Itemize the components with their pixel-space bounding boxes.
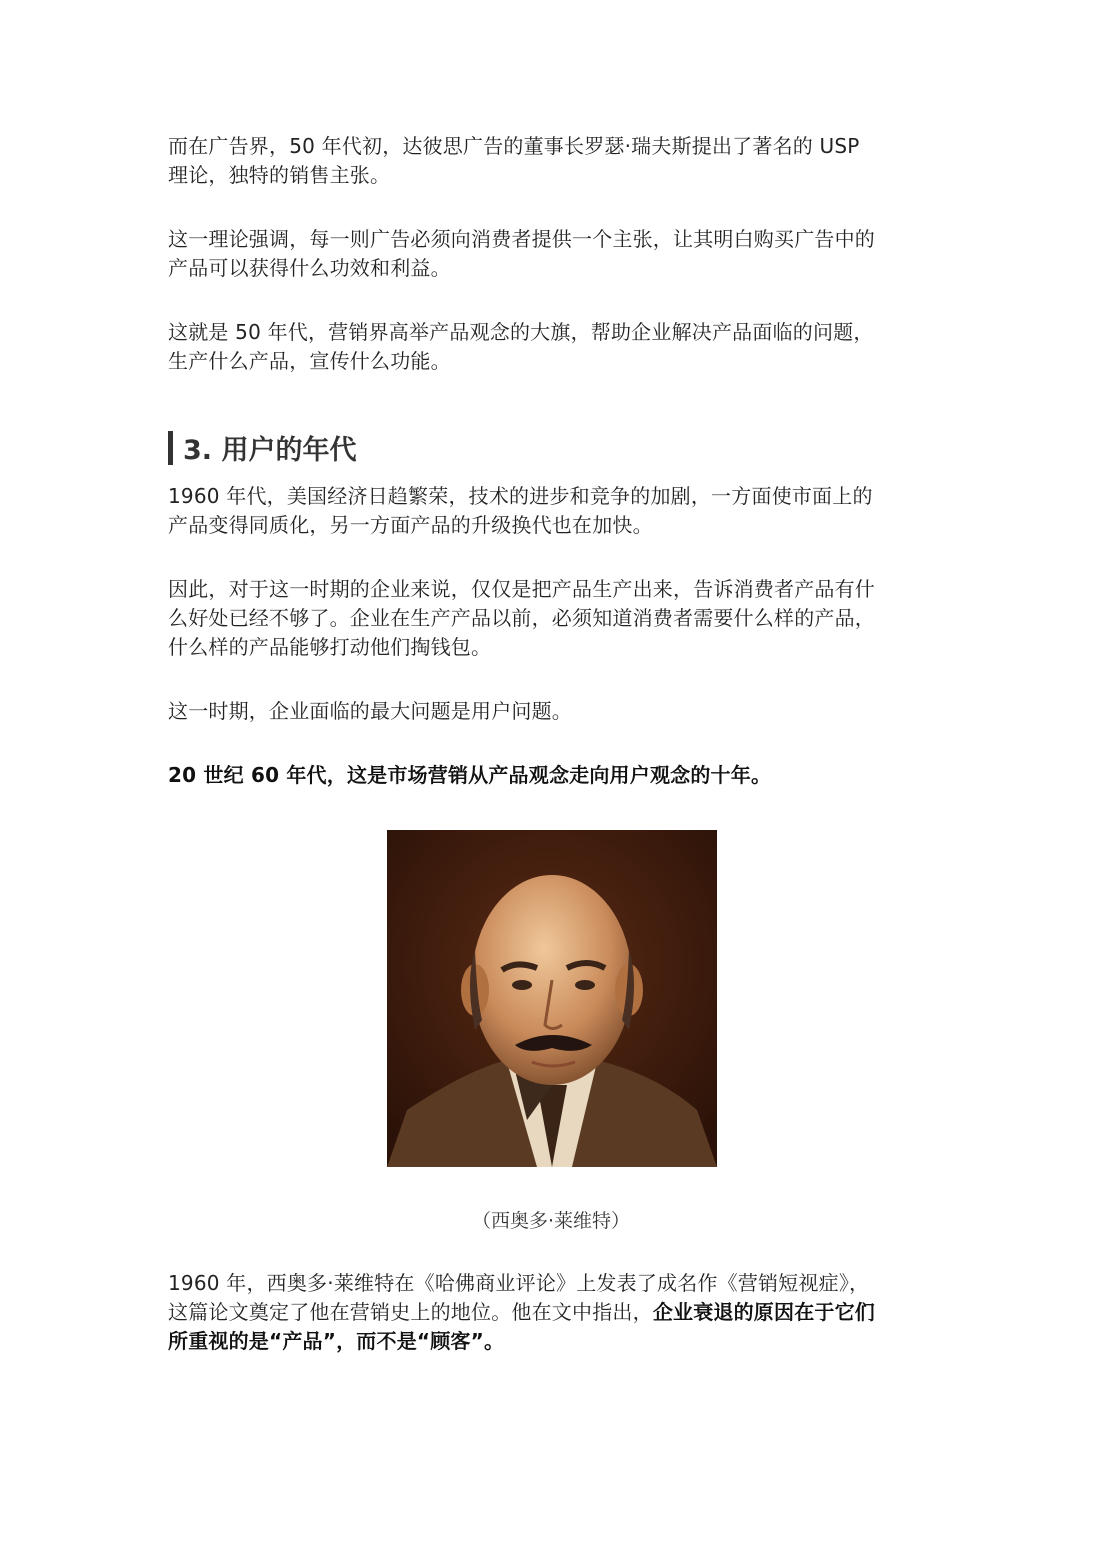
- text-line: 这就是 50 年代，营销界高举产品观念的大旗，帮助企业解决产品面临的问题，: [168, 320, 874, 344]
- text-line: [168, 1298, 948, 1327]
- text-line: 20 世纪 60 年代，这是市场营销从产品观念走向用户观念的十年。: [168, 763, 772, 787]
- text-line: 生产什么产品，宣传什么功能。: [168, 349, 451, 373]
- text-line: 产品可以获得什么功效和利益。: [168, 256, 451, 280]
- text-line: 产品变得同质化，另一方面产品的升级换代也在加快。: [168, 513, 653, 537]
- section-heading: [168, 428, 356, 467]
- paragraph-emphasis: [168, 761, 948, 790]
- text-line: 1960 年代，美国经济日趋繁荣，技术的进步和竞争的加剧，一方面使市面上的: [168, 484, 873, 508]
- text-line: 因此，对于这一时期的企业来说，仅仅是把产品生产出来，告诉消费者产品有什: [168, 577, 875, 601]
- paragraph-user-problem: [168, 697, 948, 726]
- heading-text: 3. 用户的年代: [183, 435, 357, 466]
- heading-bar: [168, 431, 173, 465]
- paragraph-levitt: [168, 1269, 948, 1356]
- text-line: 所重视的是“产品”，而不是“顾客”。: [168, 1329, 505, 1353]
- paragraph-1960s: [168, 482, 948, 540]
- text-line: 什么样的产品能够打动他们掏钱包。: [168, 635, 492, 659]
- image-caption: （西奥多·莱维特）: [471, 1210, 631, 1232]
- paragraph-usp: [168, 132, 948, 190]
- text-line: 这一理论强调，每一则广告必须向消费者提供一个主张，让其明白购买广告中的: [168, 227, 875, 251]
- text-line: 1960 年，西奥多·莱维特在《哈佛商业评论》上发表了成名作《营销短视症》，: [168, 1271, 870, 1295]
- paragraph-50s: [168, 318, 948, 376]
- text-line: 而在广告界，50 年代初，达彼思广告的董事长罗瑟·瑞夫斯提出了著名的 USP: [168, 134, 860, 158]
- text-segment-bold: 企业衰退的原因在于它们: [652, 1300, 876, 1324]
- text-line: 理论，独特的销售主张。: [168, 163, 391, 187]
- text-line: 么好处已经不够了。企业在生产产品以前，必须知道消费者需要什么样的产品，: [168, 606, 875, 630]
- text-segment: 这篇论文奠定了他在营销史上的地位。他在文中指出，: [168, 1300, 653, 1324]
- text-line: 这一时期，企业面临的最大问题是用户问题。: [168, 699, 572, 723]
- portrait-image: [387, 830, 717, 1167]
- paragraph-therefore: [168, 575, 948, 662]
- paragraph-usp-theory: [168, 225, 948, 283]
